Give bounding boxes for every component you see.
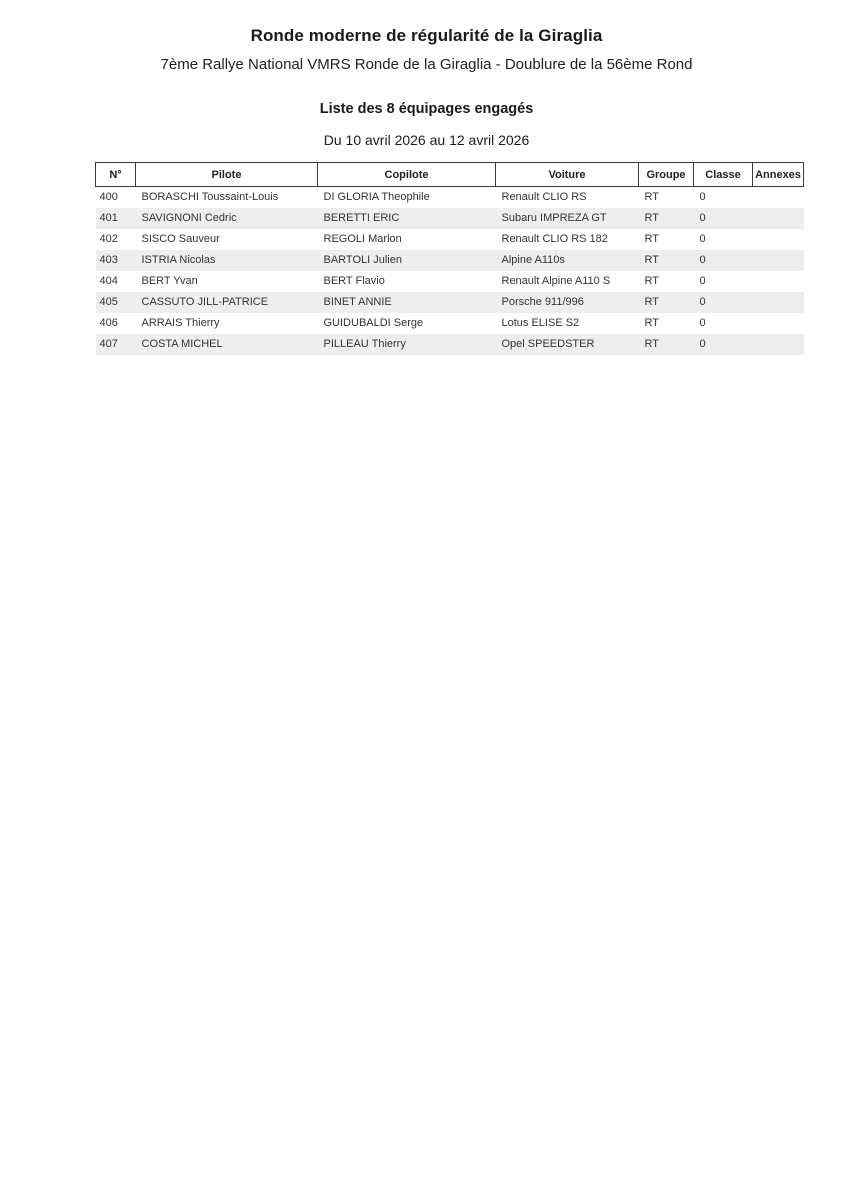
cell-voiture: Lotus ELISE S2 — [501, 317, 580, 329]
table-row — [96, 250, 804, 271]
cell-copilote: BINET ANNIE — [323, 296, 392, 308]
cell-voiture: Alpine A110s — [501, 254, 565, 266]
header-row — [96, 163, 804, 187]
cell-number: 400 — [99, 191, 118, 204]
cell-voiture: Renault Alpine A110 S — [501, 275, 611, 287]
cell-pilote: SISCO Sauveur — [141, 233, 220, 245]
cell-classe: 0 — [699, 317, 706, 329]
column-header-voiture: Voiture — [496, 163, 639, 187]
column-header-classe: Classe — [694, 163, 753, 187]
column-header-copilote: Copilote — [318, 163, 496, 187]
table-row — [96, 313, 804, 334]
cell-pilote: CASSUTO JILL-PATRICE — [141, 296, 269, 308]
cell-copilote: PILLEAU Thierry — [323, 338, 406, 350]
table-row — [96, 187, 804, 208]
table-row — [96, 229, 804, 250]
cell-pilote: SAVIGNONI Cedric — [141, 212, 237, 224]
cell-classe: 0 — [699, 191, 706, 204]
cell-number: 405 — [99, 296, 118, 308]
cell-copilote: BERT Flavio — [323, 275, 385, 287]
cell-annexes — [753, 271, 804, 292]
document-subtitle: 7ème Rallye National VMRS Ronde de la Giraglia - Doublure de la 56ème Rond — [160, 56, 693, 73]
column-header-pilote: Pilote — [136, 163, 318, 187]
cell-groupe: RT — [644, 191, 659, 204]
cell-copilote: BERETTI ERIC — [323, 212, 400, 224]
cell-groupe: RT — [644, 317, 659, 329]
cell-number: 403 — [99, 254, 118, 266]
cell-pilote: COSTA MICHEL — [141, 338, 223, 350]
cell-voiture: Opel SPEEDSTER — [501, 338, 595, 350]
cell-groupe: RT — [644, 254, 659, 266]
cell-number: 404 — [99, 275, 118, 287]
cell-number: 401 — [99, 212, 118, 224]
cell-classe: 0 — [699, 212, 706, 224]
cell-voiture: Subaru IMPREZA GT — [501, 212, 607, 224]
cell-number: 406 — [99, 317, 118, 329]
cell-copilote: GUIDUBALDI Serge — [323, 317, 424, 329]
cell-groupe: RT — [644, 212, 659, 224]
cell-annexes — [753, 292, 804, 313]
cell-voiture: Porsche 911/996 — [501, 296, 584, 308]
column-header-groupe: Groupe — [639, 163, 694, 187]
cell-voiture: Renault CLIO RS — [501, 191, 587, 204]
column-header-number: N° — [96, 163, 136, 187]
table-row — [96, 292, 804, 313]
column-header-annexes: Annexes — [753, 163, 804, 187]
cell-annexes — [753, 250, 804, 271]
cell-annexes — [753, 208, 804, 229]
cell-classe: 0 — [699, 275, 706, 287]
cell-groupe: RT — [644, 233, 659, 245]
cell-classe: 0 — [699, 254, 706, 266]
cell-number: 402 — [99, 233, 118, 245]
cell-groupe: RT — [644, 296, 659, 308]
entries-table — [95, 162, 804, 355]
cell-copilote: DI GLORIA Theophile — [323, 191, 430, 204]
table-row — [96, 208, 804, 229]
cell-copilote: BARTOLI Julien — [323, 254, 402, 266]
cell-pilote: ISTRIA Nicolas — [141, 254, 216, 266]
table-row — [96, 271, 804, 292]
cell-groupe: RT — [644, 275, 659, 287]
cell-pilote: BERT Yvan — [141, 275, 198, 287]
entries-table-header — [96, 163, 804, 187]
cell-classe: 0 — [699, 296, 706, 308]
cell-groupe: RT — [644, 338, 659, 350]
cell-pilote: ARRAIS Thierry — [141, 317, 220, 329]
document-title: Ronde moderne de régularité de la Giraglia — [250, 26, 603, 45]
cell-copilote: REGOLI Marlon — [323, 233, 402, 245]
cell-classe: 0 — [699, 233, 706, 245]
entry-list-title: Liste des 8 équipages engagés — [319, 101, 534, 117]
cell-annexes — [753, 229, 804, 250]
table-row — [96, 334, 804, 355]
cell-voiture: Renault CLIO RS 182 — [501, 233, 608, 245]
cell-pilote: BORASCHI Toussaint-Louis — [141, 191, 279, 204]
cell-annexes — [753, 313, 804, 334]
cell-classe: 0 — [699, 338, 706, 350]
cell-annexes — [753, 187, 804, 208]
entries-table-body — [96, 187, 804, 355]
cell-number: 407 — [99, 338, 118, 350]
event-date-range: Du 10 avril 2026 au 12 avril 2026 — [323, 132, 530, 148]
cell-annexes — [753, 334, 804, 355]
